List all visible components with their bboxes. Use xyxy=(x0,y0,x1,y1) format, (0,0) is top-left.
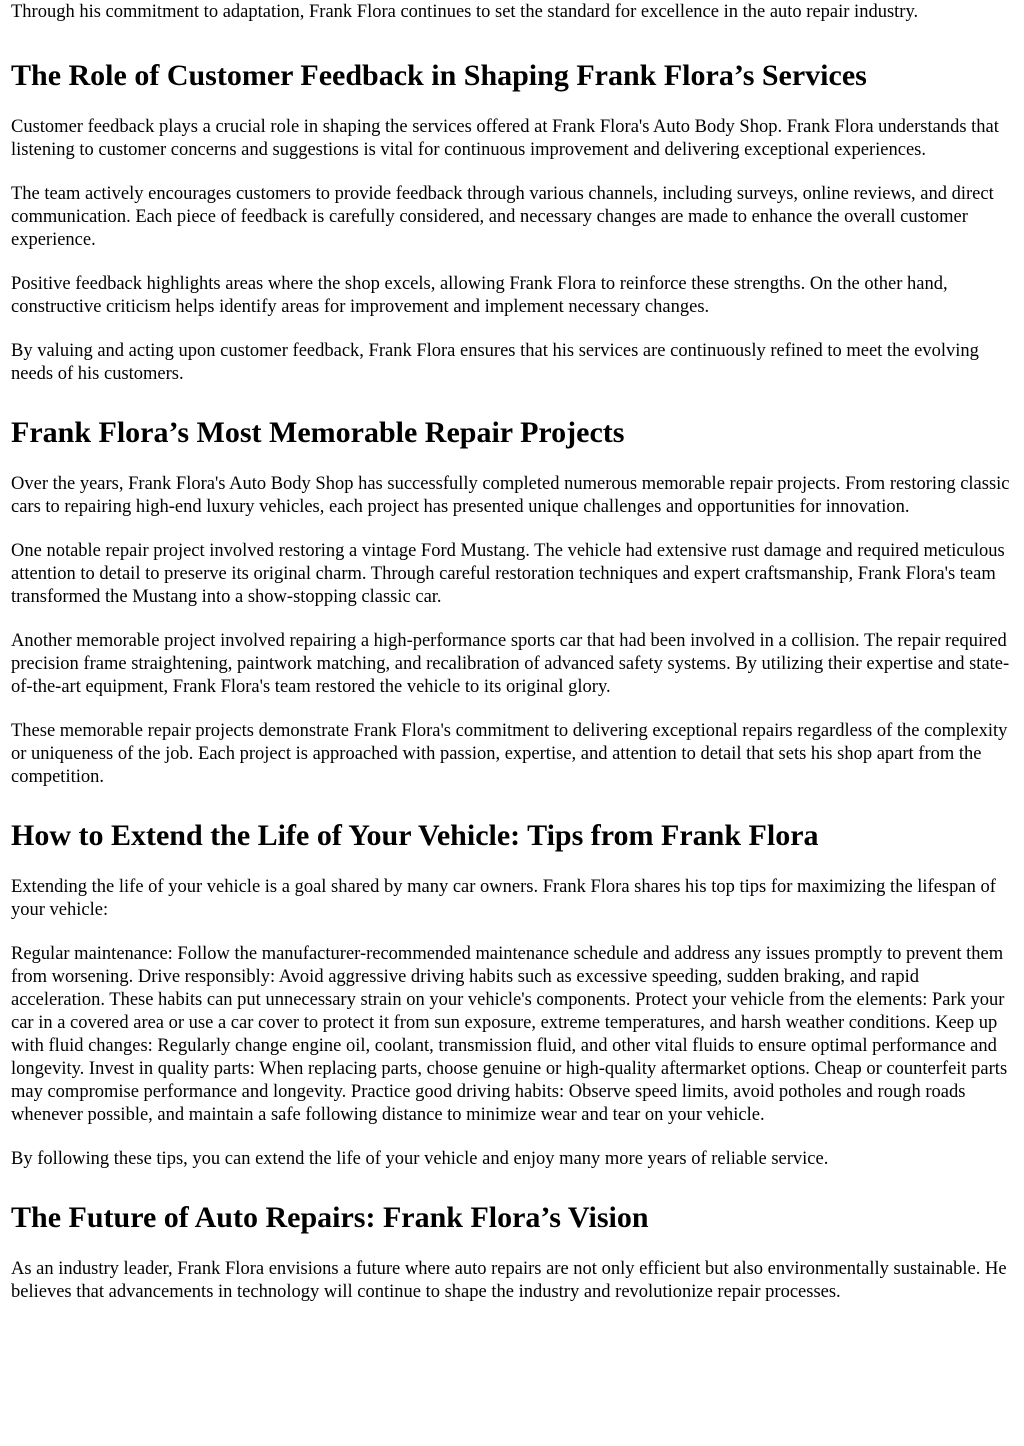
section-paragraph: The team actively encourages customers to provide feedback through various channels, including surveys, online reviews, and direct communication. Each piece of feedback is carefully considered, and necessary changes are made to enhance the overall customer experience. xyxy=(11,184,994,250)
section-paragraph: Customer feedback plays a crucial role in shaping the services offered at Frank Flora's Auto Body Shop. Frank Flora understands that listening to customer concerns and suggestions is vital for continuous improvement and delivering exceptional experiences. xyxy=(11,117,999,160)
section-paragraph: By following these tips, you can extend the life of your vehicle and enjoy many more years of reliable service. xyxy=(11,1149,829,1169)
section-paragraph: Regular maintenance: Follow the manufacturer-recommended maintenance schedule and address any issues promptly to prevent them from worsening. Drive responsibly: Avoid aggressive driving habits such as excessive speeding, sudden braking, and rapid acceleration. These habits can put unnecessary strain on your vehicle's components. Protect your vehicle from the elements: Park your car in a covered area or use a car cover to protect it from sun exposure, extreme temperatures, and harsh weather conditions. Keep up with fluid changes: Regularly change engine oil, coolant, transmission fluid, and other vital fluids to ensure optimal performance and longevity. Invest in quality parts: When replacing parts, choose genuine or high-quality aftermarket options. Cheap or counterfeit parts may compromise performance and longevity. Practice good driving habits: Observe speed limits, avoid potholes and rough roads whenever possible, and maintain a safe following distance to minimize wear and tear on your vehicle. xyxy=(11,944,1008,1125)
section-paragraph: Another memorable project involved repairing a high-performance sports car that had been involved in a collision. The repair required precision frame straightening, paintwork matching, and recalibration of advanced safety systems. By utilizing their expertise and state-of-the-art equipment, Frank Flora's team restored the vehicle to its original glory. xyxy=(11,631,1010,697)
intro-paragraph: Through his commitment to adaptation, Frank Flora continues to set the standard for excellence in the auto repair industry. xyxy=(11,2,919,22)
article-body xyxy=(11,0,1015,1304)
section-paragraph: By valuing and acting upon customer feedback, Frank Flora ensures that his services are continuously refined to meet the evolving needs of his customers. xyxy=(11,341,979,384)
section-heading-future-vision: The Future of Auto Repairs: Frank Flora’s Vision xyxy=(11,1201,649,1234)
section-heading-memorable-projects: Frank Flora’s Most Memorable Repair Projects xyxy=(11,416,625,449)
section-paragraph: As an industry leader, Frank Flora envisions a future where auto repairs are not only efficient but also environmentally sustainable. He believes that advancements in technology will continue to shape the industry and revolutionize repair processes. xyxy=(11,1259,1007,1302)
section-heading-customer-feedback: The Role of Customer Feedback in Shaping Frank Flora’s Services xyxy=(11,59,867,92)
section-paragraph: Positive feedback highlights areas where the shop excels, allowing Frank Flora to reinforce these strengths. On the other hand, constructive criticism helps identify areas for improvement and implement necessary changes. xyxy=(11,274,948,317)
section-paragraph: One notable repair project involved restoring a vintage Ford Mustang. The vehicle had extensive rust damage and required meticulous attention to detail to preserve its original charm. Through careful restoration techniques and expert craftsmanship, Frank Flora's team transformed the Mustang into a show-stopping classic car. xyxy=(11,541,1005,607)
section-paragraph: Extending the life of your vehicle is a goal shared by many car owners. Frank Flora shares his top tips for maximizing the lifespan of your vehicle: xyxy=(11,877,996,920)
section-paragraph: These memorable repair projects demonstrate Frank Flora's commitment to delivering exceptional repairs regardless of the complexity or uniqueness of the job. Each project is approached with passion, expertise, and attention to detail that sets his shop apart from the competition. xyxy=(11,721,1008,787)
section-paragraph: Over the years, Frank Flora's Auto Body Shop has successfully completed numerous memorable repair projects. From restoring classic cars to repairing high-end luxury vehicles, each project has presented unique challenges and opportunities for innovation. xyxy=(11,474,1010,517)
section-heading-extend-vehicle-life: How to Extend the Life of Your Vehicle: Tips from Frank Flora xyxy=(11,819,819,852)
